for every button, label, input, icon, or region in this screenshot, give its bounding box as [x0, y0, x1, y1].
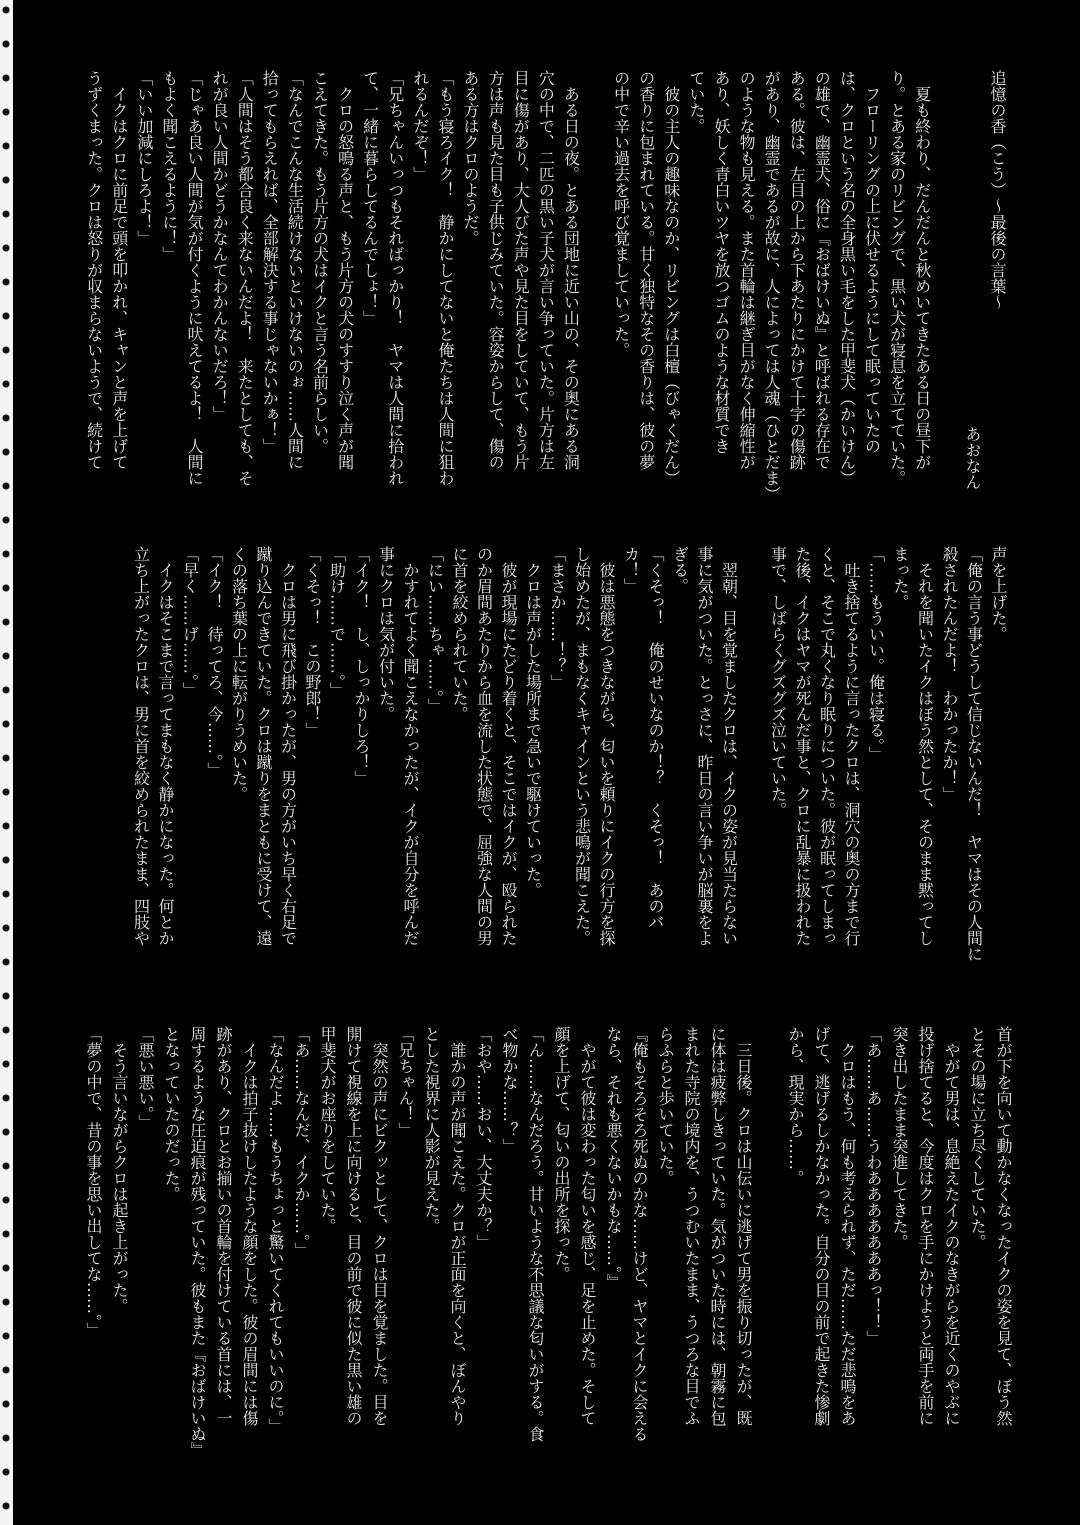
text-column: 「まさか……！？」 [548, 546, 567, 690]
text-column: 「俺の言う事どうして信じないんだ！ ヤマはその人間に [964, 546, 984, 962]
text-column: 立ち上がったクロは、男に首を絞められたまま、四肢や [131, 546, 151, 946]
text-column: 『俺もそろそろ死ぬのかな……けど、ヤマとイクに会える [630, 1026, 649, 1442]
text-column: くと、そこで丸くなり眠りについた。彼が眠ってしまっ [817, 546, 837, 946]
text-column: 「あ……なんだ、イクか……。」 [292, 1026, 311, 1258]
text-column: やがて彼は変わった匂いを感じ、足を止めた。そして [578, 1026, 597, 1426]
text-column: クロは声がした場所まで急いで駆けていった。 [523, 546, 543, 898]
text-column: こえてきた。もう片方の犬はイクと言う名前らしい。 [310, 70, 330, 454]
text-column: 声を上げた。 [989, 546, 1008, 642]
text-column: クロはもう、何も考えられず、ただ……ただ悲鳴をあ [838, 1026, 857, 1426]
text-column: の中で辛い過去を呼び覚ましていった。 [611, 70, 631, 358]
text-column: ていた。 [686, 70, 706, 134]
text-column: イクはクロに前足で頭を叩かれ、キャンと声を上げて [109, 70, 129, 470]
scan-binding-edge [0, 0, 13, 1525]
text-block-middle [128, 546, 1010, 962]
text-column: 事にクロは気が付いた。 [376, 546, 396, 722]
text-column: 事に気がついた。とっさに、昨日の言い争いが脳裏をよ [695, 546, 714, 946]
text-column: に体は疲弊しきっていた。気がついた時には、朝霧に包 [708, 1026, 727, 1426]
text-column: イクは拍子抜けしたような顔をした。彼の眉間には傷 [240, 1026, 259, 1426]
text-column: 「くそっ！ 俺のせいなのか！？ くそっ！ あのバ [646, 546, 665, 930]
text-column [583, 70, 608, 502]
text-column [741, 546, 766, 962]
text-column: 彼の主人の趣味なのか、リビングは白檀（びゃくだん） [661, 70, 681, 486]
text-column: 「にい……ちゃ……。」 [425, 546, 445, 714]
text-column: 「人間はそう都合良く来ないんだよ！ 来たとしても、そ [235, 70, 255, 486]
text-column: 「悪い悪い。」 [136, 1026, 155, 1130]
text-column: 突然の声にビクッとして、クロは目を覚ました。目を [370, 1026, 389, 1426]
text-column: もよく聞こえるように！」 [159, 70, 179, 262]
text-column: それを聞いたイクはぼう然として、そのまま黙ってし [915, 546, 935, 946]
text-column: 「兄ちゃん！」 [396, 1026, 415, 1138]
text-column: となっていたのだった。 [162, 1026, 181, 1202]
text-column: 「じゃあ良い人間が気が付くように吠えてるよ！ 人間に [185, 70, 204, 486]
text-column: そう言いながらクロは起き上がった。 [110, 1026, 129, 1314]
text-column: 目に傷があり、大人びた声や見た目をしていて、もう片 [511, 70, 531, 470]
text-column: クロは男に飛び掛かったが、男の方がいち早く右足で [278, 546, 298, 946]
text-column: 事で、しばらくグズグズ泣いていた。 [768, 546, 788, 818]
text-column: 「おや……おい、大丈夫か？」 [474, 1026, 493, 1250]
text-column: げて、逃げるしかなかった。自分の目の前で起きた惨劇 [812, 1026, 831, 1426]
text-column: 跡があり、クロとお揃いの首輪を付けている首には、一 [214, 1026, 233, 1426]
text-column: フローリングの上に伏せるようにして眠っていたの [862, 70, 882, 454]
text-column: イクはそこまで言ってまもなく静かになった。何とか [156, 546, 175, 946]
text-column: のか眉間あたりから血を流した状態で、屈強な人間の男 [474, 546, 494, 946]
text-column: 「いい加減にしろよ！」 [134, 70, 154, 246]
text-column: 「もう寝ろイク！ 静かにしてないと俺たちは人間に狙わ [435, 70, 455, 486]
text-column: 「……もういい。俺は寝る。」 [866, 546, 886, 762]
text-column: り。とある家のリビングで、黒い犬が寝息を立てていた。 [887, 70, 907, 486]
text-column: くの落ち葉の上に転がりうめいた。 [229, 546, 249, 802]
text-column: 「なんでこんな生活続けないといけないのぉ……人間に [285, 70, 305, 470]
text-column: ある方はクロのようだ。 [461, 70, 481, 246]
text-column: ある。彼は、左目の上から下あたりにかけて十字の傷跡 [787, 70, 807, 470]
text-column: ある日の夜。とある団地に近い山の、その奥にある洞 [561, 70, 581, 470]
text-column: 「ん……なんだろう。甘いような不思議な匂いがする。食 [526, 1026, 545, 1442]
text-column: 投げ捨てると、今度はクロを手にかけようと両手を前に [916, 1026, 935, 1426]
text-column: から、現実から……。 [786, 1026, 805, 1186]
text-column: なら、それも悪くないかもな……。』 [604, 1026, 623, 1290]
text-column: 「くそっ！ この野郎！」 [303, 546, 322, 738]
text-column: あり、妖しく青白いツヤを放つゴムのような材質でき [711, 70, 731, 454]
text-column: 「イク！ し、しっかりしろ！」 [352, 546, 371, 786]
text-column: 甲斐犬がお座りをしていた。 [318, 1026, 337, 1234]
text-column: 拾ってもらえれば、全部解決する事じゃないかぁ！」 [260, 70, 280, 454]
story-title: 追憶の香（こう）～最後の言葉～ [988, 70, 1007, 310]
text-column: まれた寺院の境内を、うつむいたまま、うつろな目でふ [682, 1026, 701, 1426]
text-block-top [82, 70, 1010, 502]
text-column: 誰かの声が聞こえた。クロが正面を向くと、ぼんやり [448, 1026, 467, 1426]
text-column: 吐き捨てるように言ったクロは、洞穴の奥の方まで行 [842, 546, 861, 946]
text-column: まった。 [891, 546, 910, 610]
text-column: 首が下を向いて動かなくなったイクの姿を見て、ぼう然 [994, 1026, 1013, 1426]
text-column: 突き出したまま突進してきた。 [890, 1026, 909, 1250]
text-column: クロの怒鳴る声と、もう片方の犬のすすり泣く声が聞 [335, 70, 355, 470]
text-column: とその場に立ち尽くしていた。 [968, 1026, 987, 1250]
text-column [756, 1026, 782, 1458]
text-column: て、一緒に暮らしてるんでしょ！」 [360, 70, 380, 326]
text-column: た後、イクはヤマが死んだ事と、クロに乱暴に扱われた [793, 546, 812, 946]
text-column: 「夢の中で、昔の事を思い出してな……。」 [84, 1026, 103, 1338]
text-column: 翌朝、目を覚ましたクロは、イクの姿が見当たらない [719, 546, 739, 946]
text-column: し始めたが、まもなくキャインという悲鳴が聞こえた。 [572, 546, 592, 946]
text-column: に首を絞められていた。 [450, 546, 469, 722]
text-column: れが良い人間かどうかなんてわかんないだろ！」 [210, 70, 230, 422]
text-column: かすれてよく聞こえなかったが、イクが自分を呼んだ [401, 546, 420, 946]
text-column: の香りに包まれている。甘く独特なその香りは、彼の夢 [636, 70, 656, 470]
text-column: 方は声も見た目も子供じみていた。容姿からして、傷の [486, 70, 506, 470]
text-column: 殺されたんだよ！ わかったか！」 [940, 546, 959, 802]
story-author: あおなん [962, 426, 982, 490]
text-column [935, 70, 960, 502]
text-block-bottom [80, 1026, 1016, 1458]
text-column: 穴の中で、二匹の黒い子犬が言い争っていた。片方は左 [536, 70, 556, 470]
text-column: べ物かな……？」 [500, 1026, 519, 1154]
text-column: らふらと歩いていた。 [656, 1026, 675, 1186]
text-column: 蹴り込んできていた。クロは蹴りをまともに受けて、遠 [254, 546, 273, 946]
text-column: カ！」 [621, 546, 641, 594]
text-column: 「早く……げ……。」 [180, 546, 200, 698]
text-column: は、クロという名の全身黒い毛をした甲斐犬（かいけん） [837, 70, 857, 486]
text-column: 彼が現場にたどり着くと、そこではイクが、殴られた [499, 546, 518, 946]
text-column: があり、幽霊であるが故に、人によっては人魂（ひとだま） [762, 70, 782, 502]
text-column: 「イク！ 待ってろ、今……。」 [205, 546, 224, 778]
text-column: 周するような圧迫痕が残っていた。彼もまた『おばけいぬ』 [188, 1026, 207, 1458]
text-column: 三日後。クロは山伝いに逃げて男を振り切ったが、既 [734, 1026, 753, 1426]
text-column: れるんだぞ！」 [410, 70, 430, 182]
text-column: 「あ……あ……うわあああああああっ！！」 [864, 1026, 883, 1346]
text-column: 「兄ちゃんいっつもそればっかり！ ヤマは人間に拾われ [385, 70, 405, 486]
text-column: 顔を上げて、匂いの出所を探った。 [552, 1026, 571, 1282]
text-column: 夏も終わり、だんだんと秋めいてきたある日の昼下が [912, 70, 932, 470]
text-column: 彼は悪態をつきながら、匂いを頼りにイクの行方を探 [597, 546, 616, 946]
text-column: ぎる。 [670, 546, 690, 594]
text-column: の雄で、幽霊犬、俗に『おばけいぬ』と呼ばれる存在で [812, 70, 832, 470]
text-column: うずくまった。クロは怒りが収まらないようで、続けて [84, 70, 104, 470]
text-column: のような物も見える。また首輪は継ぎ目がなく伸縮性が [737, 70, 757, 470]
text-column: 「なんだよ……もうちょっと驚いてくれてもいいのに。」 [266, 1026, 285, 1434]
text-column: とした視界に人影が見えた。 [422, 1026, 441, 1234]
text-column: やがて男は、息絶えたイクのなきがらを近くのやぶに [942, 1026, 961, 1426]
text-column: 開けて視線を上に向けると、目の前で彼に似た黒い雄の [344, 1026, 363, 1426]
text-column: 「助け……で……。」 [327, 546, 347, 698]
